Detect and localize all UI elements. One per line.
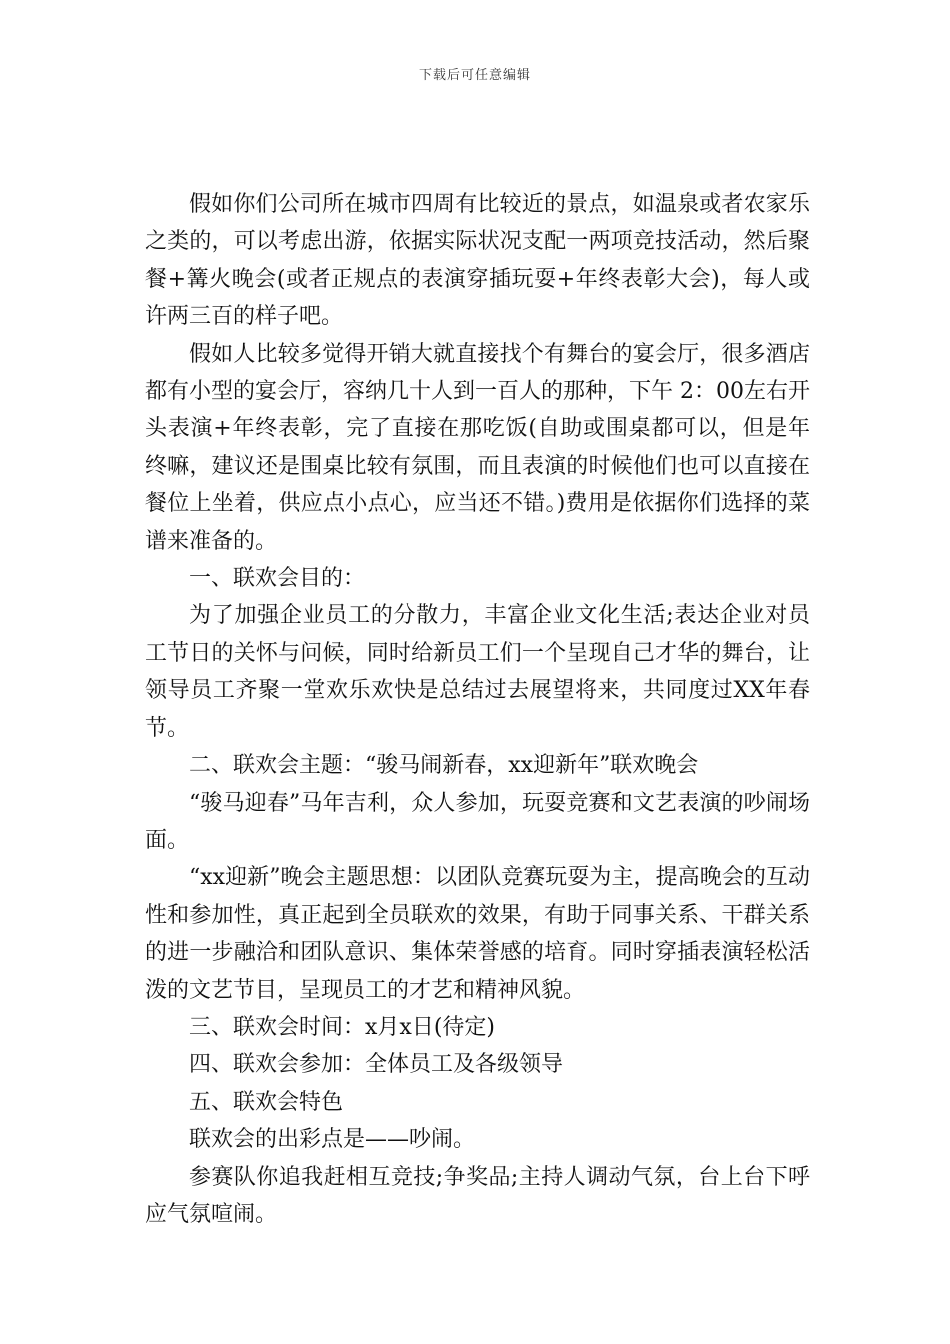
paragraph-purpose: 为了加强企业员工的分散力，丰富企业文化生活;表达企业对员工节日的关怀与问候，同时给新员工们一个呈现自己才华的舞台，让领导员工齐聚一堂欢乐欢快是总结过去展望将来，共同度过XX年春节。 — [145, 603, 810, 741]
section-heading-theme: 二、联欢会主题：“骏马闹新春，xx迎新年”联欢晚会 — [189, 753, 699, 779]
section-heading-features: 五、联欢会特色 — [189, 1089, 344, 1115]
paragraph-competition: 参赛队你追我赶相互竞技;争奖品;主持人调动气氛，台上台下呼应气氛喧闹。 — [145, 1164, 810, 1227]
paragraph-intro-banquet-hall: 假如人比较多觉得开销大就直接找个有舞台的宴会厅，很多酒店都有小型的宴会厅，容纳几十人到一百人的那种，下午 2：00左右开头表演+年终表彰，完了直接在那吃饭(自助或围桌都可以，但是年终嘛，建议还是围桌比较有氛围，而且表演的时候他们也可以直接在餐位上坐着，供应点小点心，应当还不错。)费用是依据你们选择的菜谱来准备的。 — [145, 341, 810, 554]
document-body — [145, 186, 810, 1233]
section-heading-participants: 四、联欢会参加：全体员工及各级领导 — [189, 1052, 564, 1078]
paragraph-theme-idea: “xx迎新”晚会主题思想：以团队竞赛玩耍为主，提高晚会的互动性和参加性，真正起到全员联欢的效果，有助于同事关系、干群关系的进一步融洽和团队意识、集体荣誉感的培育。同时穿插表演轻松活泼的文艺节目，呈现员工的才艺和精神风貌。 — [145, 865, 810, 1003]
paragraph-intro-outing: 假如你们公司所在城市四周有比较近的景点，如温泉或者农家乐之类的，可以考虑出游，依据实际状况支配一两项竞技活动，然后聚餐+篝火晚会(或者正规点的表演穿插玩耍+年终表彰大会)，每人或许两三百的样子吧。 — [145, 192, 810, 330]
section-heading-purpose: 一、联欢会目的： — [189, 566, 366, 592]
paragraph-theme-horse: “骏马迎春”马年吉利，众人参加，玩耍竞赛和文艺表演的吵闹场面。 — [145, 790, 810, 853]
section-heading-time: 三、联欢会时间：x月x日(待定) — [189, 1014, 495, 1040]
paragraph-highlight: 联欢会的出彩点是——吵闹。 — [189, 1127, 476, 1153]
page-header: 下载后可任意编辑 — [418, 68, 531, 83]
